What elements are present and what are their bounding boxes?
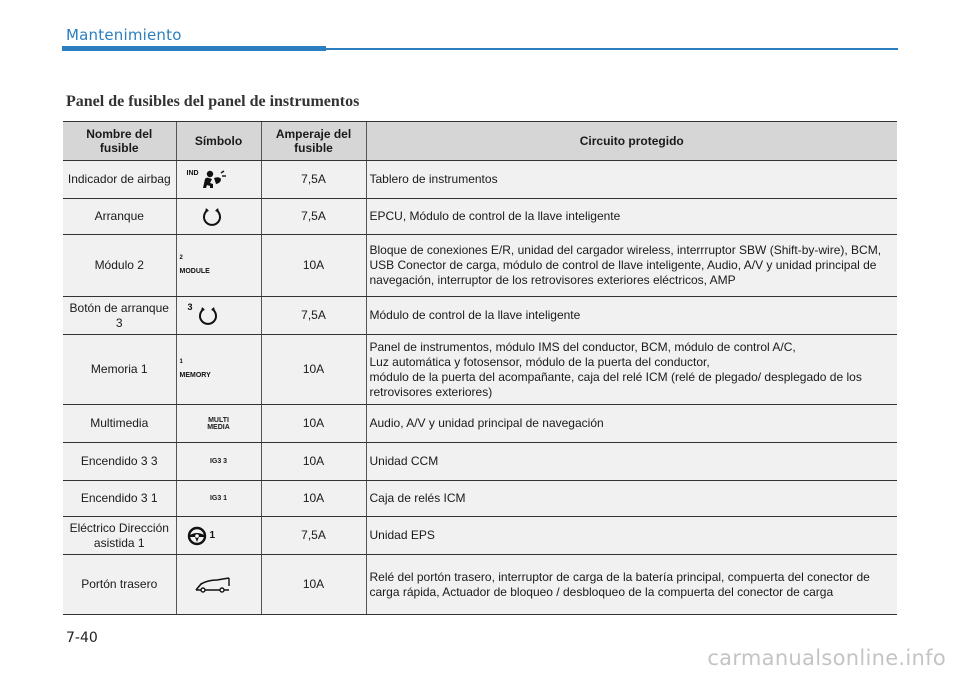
symbol-superscript: 1 [179, 358, 183, 365]
watermark: carmanualsonline.info [707, 646, 946, 670]
steering-wheel-icon [187, 526, 207, 546]
fuse-symbol [176, 443, 261, 481]
header-circuit: Circuito protegido [366, 122, 897, 161]
fuse-amperage: 7,5A [261, 297, 366, 335]
table-row [63, 405, 897, 443]
table-row [63, 481, 897, 517]
fuse-name: Multimedia [63, 405, 176, 443]
table-header-row [63, 122, 897, 161]
fuse-amperage: 7,5A [261, 517, 366, 555]
fuse-symbol [176, 517, 261, 555]
page-number: 7-40 [66, 630, 98, 646]
tailgate-icon [193, 574, 233, 596]
table-row [63, 297, 897, 335]
fuse-amperage: 7,5A [261, 199, 366, 235]
symbol-text: 1 [209, 530, 216, 541]
start-button-icon [197, 305, 219, 327]
fuse-symbol [176, 335, 261, 405]
symbol-superscript: 3 [187, 302, 193, 312]
table-title: Panel de fusibles del panel de instrumentos [66, 93, 360, 110]
fuse-symbol [176, 161, 261, 199]
header-rule-thin [326, 48, 898, 50]
fuse-circuit: Unidad EPS [366, 517, 897, 555]
header-name: Nombre del fusible [63, 122, 176, 161]
section-title: Mantenimiento [66, 26, 182, 44]
fuse-name: Módulo 2 [63, 235, 176, 297]
start-icon [201, 206, 223, 228]
fuse-circuit: Audio, A/V y unidad principal de navegación [366, 405, 897, 443]
table-row [63, 235, 897, 297]
fuse-amperage: 10A [261, 443, 366, 481]
fuse-table [63, 121, 897, 615]
fuse-circuit: Tablero de instrumentos [366, 161, 897, 199]
symbol-line-2: MEDIA [207, 423, 230, 431]
fuse-name: Memoria 1 [63, 335, 176, 405]
fuse-name: Encendido 3 1 [63, 481, 176, 517]
fuse-name: Indicador de airbag [63, 161, 176, 199]
header-rule-thick [62, 46, 326, 51]
airbag-indicator-icon [197, 170, 227, 192]
fuse-symbol [176, 199, 261, 235]
fuse-circuit: Módulo de control de la llave inteligente [366, 297, 897, 335]
symbol-text: IG3 1 [209, 495, 228, 502]
symbol-label: MEMORY [179, 371, 211, 379]
fuse-name: Encendido 3 3 [63, 443, 176, 481]
symbol-text: IND [186, 170, 199, 177]
fuse-circuit: Relé del portón trasero, interruptor de carga de la batería principal, compuerta del conector de carga rápida, Actuador de bloqueo / desbloqueo de la compuerta del conector de carga [366, 555, 897, 615]
fuse-circuit: EPCU, Módulo de control de la llave inteligente [366, 199, 897, 235]
table-row [63, 335, 897, 405]
fuse-symbol [176, 555, 261, 615]
fuse-amperage: 10A [261, 481, 366, 517]
fuse-amperage: 10A [261, 335, 366, 405]
table-row [63, 517, 897, 555]
symbol-superscript: 2 [179, 254, 183, 261]
fuse-amperage: 7,5A [261, 161, 366, 199]
table-row [63, 199, 897, 235]
fuse-amperage: 10A [261, 235, 366, 297]
fuse-circuit: Bloque de conexiones E/R, unidad del cargador wireless, interrruptor SBW (Shift-by-wire), BCM, USB Conector de carga, módulo de control de llave inteligente, Audio, A/V y unidad principal de navegación, interruptor de los retrovisores exteriores eléctricos, AMP [366, 235, 897, 297]
symbol-line-1: MULTI [208, 416, 229, 424]
fuse-name: Portón trasero [63, 555, 176, 615]
fuse-amperage: 10A [261, 555, 366, 615]
fuse-name: Arranque [63, 199, 176, 235]
symbol-label: MODULE [179, 267, 210, 275]
table-row [63, 161, 897, 199]
fuse-name: Eléctrico Dirección asistida 1 [63, 517, 176, 555]
header-symbol: Símbolo [176, 122, 261, 161]
fuse-symbol [176, 297, 261, 335]
fuse-symbol [176, 481, 261, 517]
symbol-text [180, 359, 258, 379]
symbol-text: IG3 3 [209, 458, 228, 465]
symbol-text [180, 255, 258, 275]
fuse-circuit: Unidad CCM [366, 443, 897, 481]
table-row [63, 443, 897, 481]
fuse-name: Botón de arranque 3 [63, 297, 176, 335]
fuse-circuit: Panel de instrumentos, módulo IMS del conductor, BCM, módulo de control A/C, Luz automática y fotosensor, módulo de la puerta del conductor, módulo de la puerta del acompañante, caja del relé ICM (relé de plegado/ desplegado de los retrovisores exteriores) [366, 335, 897, 405]
fuse-symbol [176, 235, 261, 297]
fuse-circuit: Caja de relés ICM [366, 481, 897, 517]
fuse-amperage: 10A [261, 405, 366, 443]
header-amperage: Amperaje del fusible [261, 122, 366, 161]
table-row [63, 555, 897, 615]
fuse-symbol [176, 405, 261, 443]
